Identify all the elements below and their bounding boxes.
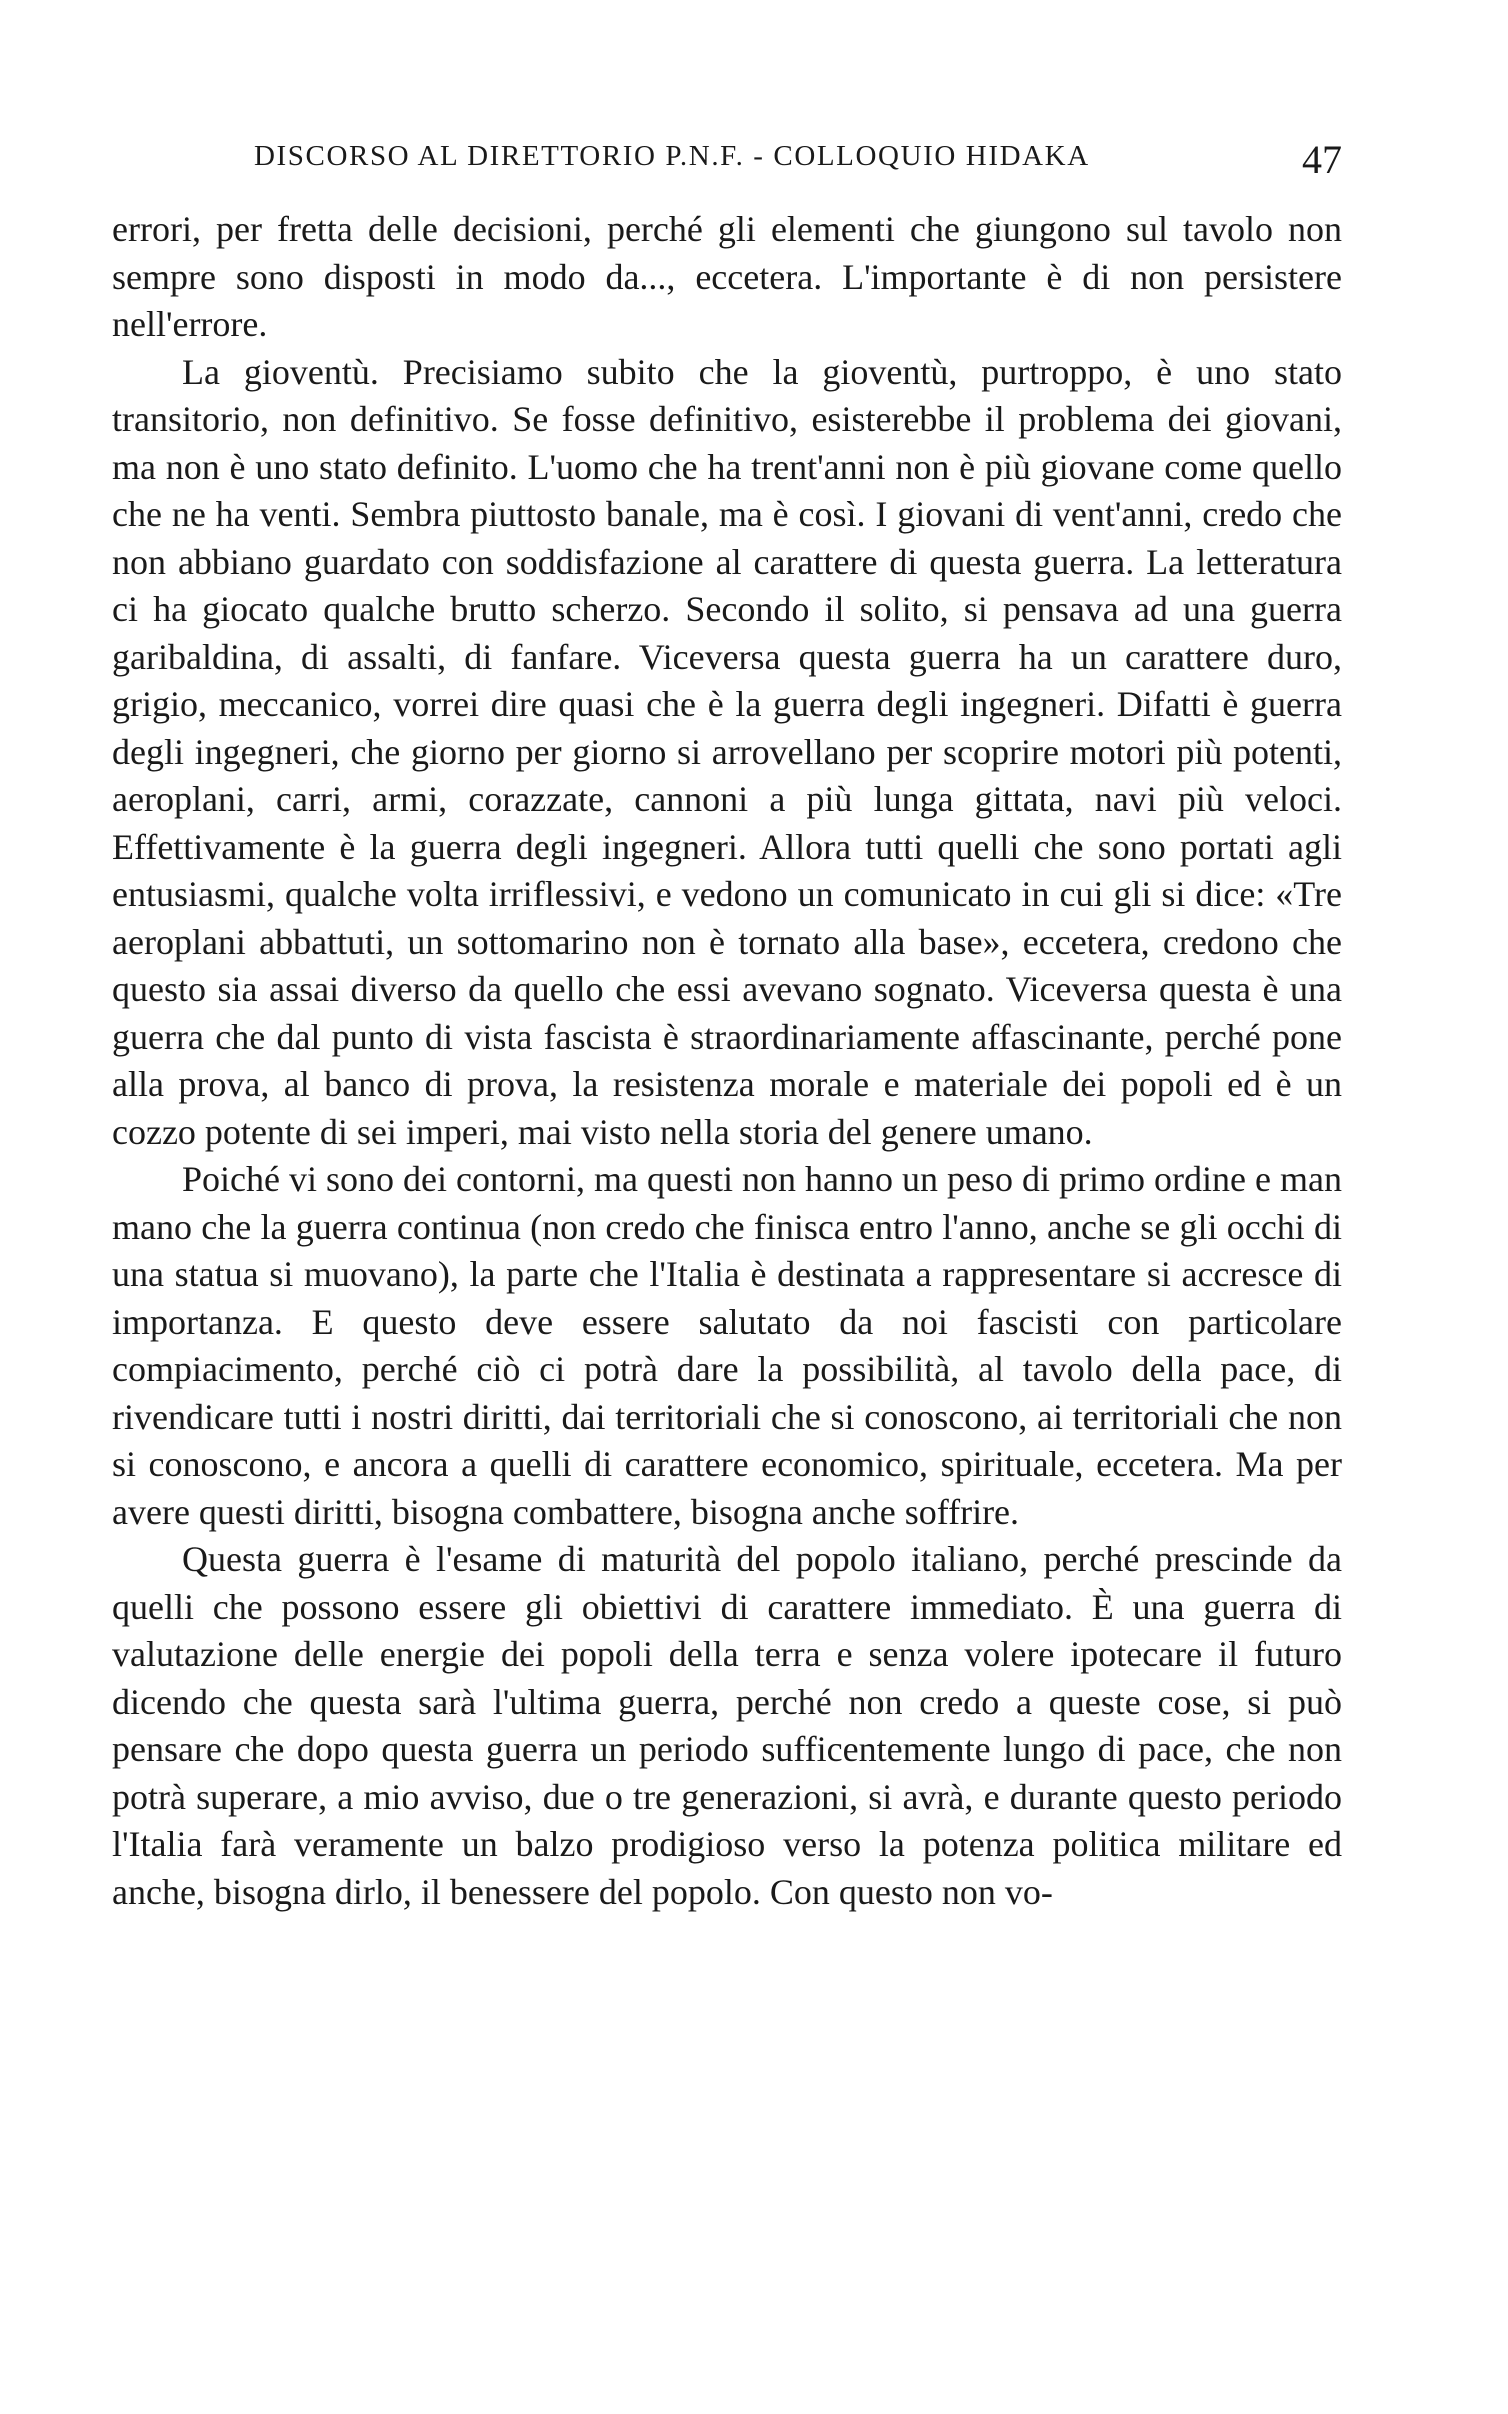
paragraph-3: Poiché vi sono dei contorni, ma questi non hanno un peso di primo ordine e man mano che la guerra continua (non credo che finisca entro l'anno, anche se gli occhi di una statua si muovano), la parte che l'Italia è destinata a rappresentare si accresce di importanza. E questo deve essere salutato da noi fascisti con particolare compiacimento, perché ciò ci potrà dare la possibilità, al tavolo della pace, di rivendicare tutti i nostri diritti, dai territoriali che si conoscono, ai territoriali che non si conoscono, e ancora a quelli di carattere economico, spirituale, eccetera. Ma per avere questi diritti, bisogna combattere, bisogna anche soffrire.	[112, 1159, 1342, 1532]
page-number: 47	[1302, 137, 1342, 182]
paragraph-2: La gioventù. Precisiamo subito che la gioventù, purtroppo, è uno stato transitorio, non definitivo. Se fosse definitivo, esisterebbe il problema dei giovani, ma non è uno stato definito. L'uomo che ha trent'anni non è più giovane come quello che ne ha venti. Sembra piuttosto banale, ma è così. I giovani di vent'anni, credo che non abbiano guardato con soddisfazione al carattere di questa guerra. La letteratura ci ha giocato qualche brutto scherzo. Secondo il solito, si pensava ad una guerra garibaldina, di assalti, di fanfare. Viceversa questa guerra ha un carattere duro, grigio, meccanico, vorrei dire quasi che è la guerra degli ingegneri. Difatti è guerra degli ingegneri, che giorno per giorno si arrovellano per scoprire motori più potenti, aeroplani, carri, armi, corazzate, cannoni a più lunga gittata, navi più veloci. Effettivamente è la guerra degli ingegneri. Allora tutti quelli che sono portati agli entusiasmi, qualche volta irriflessivi, e vedono un comunicato in cui gli si dice: «Tre aeroplani abbattuti, un sottomarino non è tornato alla base», eccetera, credono che questo sia assai diverso da quello che essi avevano sognato. Viceversa questa è una guerra che dal punto di vista fascista è straordinariamente affascinante, perché pone alla prova, al banco di prova, la resistenza morale e materiale dei popoli ed è un cozzo potente di sei imperi, mai visto nella storia del genere umano.	[112, 351, 1342, 1152]
paragraph-1: errori, per fretta delle decisioni, perché gli elementi che giungono sul tavolo non sempre sono disposti in modo da..., eccetera. L'importante è di non persistere nell'errore.	[112, 209, 1342, 344]
running-title: DISCORSO AL DIRETTORIO P.N.F. - COLLOQUIO HIDAKA	[254, 140, 1090, 172]
book-page	[112, 0, 1342, 2414]
running-head	[254, 136, 1342, 184]
paragraph-4: Questa guerra è l'esame di maturità del popolo italiano, perché prescinde da quelli che possono essere gli obiettivi di carattere immediato. È una guerra di valutazione delle energie dei popoli della terra e senza volere ipotecare il futuro dicendo che questa sarà l'ultima guerra, perché non credo a queste cose, si può pensare che dopo questa guerra un periodo sufficentemente lungo di pace, che non potrà superare, a mio avviso, due o tre generazioni, si avrà, e durante questo periodo l'Italia farà veramente un balzo prodigioso verso la potenza politica militare ed anche, bisogna dirlo, il benessere del popolo. Con questo non vo-	[112, 1539, 1342, 1912]
body-text	[112, 206, 1342, 1916]
